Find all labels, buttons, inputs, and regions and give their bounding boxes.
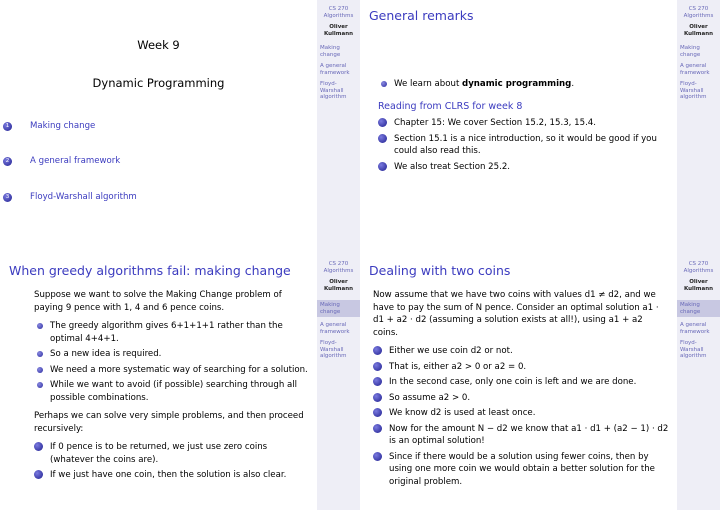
- slide-content: [378, 78, 670, 176]
- sidebar-nav-making-change[interactable]: Making change: [320, 45, 341, 58]
- sidebar-nav-floyd[interactable]: Floyd-Warshall algorithm: [680, 81, 707, 100]
- slide-heading: When greedy algorithms fail: making change: [9, 263, 291, 278]
- item-text: Now for the amount N − d2 we know that a1 · d1 + (a2 − 1) · d2 is an optimal solution!: [389, 423, 669, 446]
- item-ball-icon: [378, 162, 387, 171]
- numbered-item: [373, 407, 670, 420]
- item-ball-icon: [373, 424, 382, 433]
- item-text: If we just have one coin, then the solution is also clear.: [50, 470, 287, 480]
- sidebar: [317, 0, 360, 255]
- item-ball-icon: [373, 362, 382, 371]
- slide-title-page: [0, 0, 360, 255]
- item-text: So assume a2 > 0.: [389, 392, 471, 403]
- item-text: If 0 pence is to be returned, we just use zero coins (whatever the coins are).: [50, 442, 268, 465]
- sidebar-nav-making-change[interactable]: Making change: [677, 300, 720, 317]
- sidebar: [677, 0, 720, 255]
- slide-heading: General remarks: [369, 8, 474, 23]
- numbered-item: [373, 451, 670, 489]
- toc-label: A general framework: [30, 156, 121, 166]
- numbered-item: [373, 392, 670, 405]
- bullet-text: The greedy algorithm gives 6+1+1+1 rather than the optimal 4+4+1.: [50, 321, 283, 344]
- sidebar-author-last: Kullmann: [323, 285, 354, 292]
- item-ball-icon: [34, 470, 43, 479]
- item-text: That is, either a2 > 0 or a2 = 0.: [389, 361, 527, 372]
- numbered-item: [34, 441, 310, 466]
- intro-paragraph: Now assume that we have two coins with values d1 ≠ d2, and we have to pay the sum of N pence. Consider an optimal solution a1 · d1 + a2 · d2 (assuming a solution exists at all!), using a1 + a2 coins.: [373, 290, 659, 338]
- item-ball-icon: [378, 134, 387, 143]
- toc-label: Making change: [30, 121, 96, 131]
- item-text: Section 15.1 is a nice introduction, so it would be good if you could also read this.: [394, 133, 657, 156]
- slide-general-remarks: [360, 0, 720, 255]
- toc-label: Floyd-Warshall algorithm: [30, 192, 137, 202]
- toc-item-floyd-warshall[interactable]: [5, 192, 137, 202]
- bullet-item: [34, 348, 310, 361]
- numbered-item: [34, 469, 310, 482]
- toc-number: 3: [3, 193, 12, 202]
- sidebar-course-sub: Algorithms: [323, 12, 354, 19]
- item-text: In the second case, only one coin is left and we are done.: [389, 377, 637, 387]
- sidebar-course: CS 270: [688, 6, 709, 12]
- sidebar-author-first: Oliver: [689, 279, 708, 285]
- toc-number: 1: [3, 122, 12, 131]
- sidebar-nav-framework[interactable]: A general framework: [680, 63, 710, 76]
- lecture-title: Dynamic Programming: [92, 76, 225, 90]
- reading-subheading: Reading from CLRS for week 8: [378, 100, 523, 112]
- numbered-item: [373, 361, 670, 374]
- sidebar-author-last: Kullmann: [323, 30, 354, 37]
- toc-item-general-framework[interactable]: [5, 156, 121, 166]
- bullet-item: [34, 379, 310, 404]
- numbered-item: [378, 117, 670, 130]
- sidebar-nav-floyd[interactable]: Floyd-Warshall algorithm: [320, 81, 347, 100]
- item-text: We know d2 is used at least once.: [389, 408, 536, 418]
- numbered-item: [373, 376, 670, 389]
- bullet-dot-icon: [37, 367, 43, 373]
- bullet-dot-icon: [37, 351, 43, 357]
- slide-making-change: [0, 255, 360, 510]
- item-ball-icon: [373, 452, 382, 461]
- sidebar-nav-framework[interactable]: A general framework: [320, 63, 350, 76]
- sidebar-author-last: Kullmann: [683, 285, 714, 292]
- bullet-text: We learn about: [394, 79, 463, 89]
- bullet-item: [34, 364, 310, 377]
- sidebar-author-last: Kullmann: [683, 30, 714, 37]
- sidebar-course: CS 270: [328, 261, 349, 267]
- bullet-item: [34, 320, 310, 345]
- sidebar-course: CS 270: [328, 6, 349, 12]
- item-ball-icon: [373, 377, 382, 386]
- item-ball-icon: [373, 408, 382, 417]
- sidebar-author-first: Oliver: [689, 24, 708, 30]
- bullet-item: [378, 78, 670, 91]
- sidebar-nav-framework[interactable]: A general framework: [320, 322, 350, 335]
- item-ball-icon: [373, 346, 382, 355]
- bullet-text: So a new idea is required.: [50, 349, 162, 359]
- item-ball-icon: [373, 393, 382, 402]
- item-text: We also treat Section 25.2.: [394, 161, 511, 172]
- item-ball-icon: [378, 118, 387, 127]
- slide-heading: Dealing with two coins: [369, 263, 511, 278]
- recursion-paragraph: Perhaps we can solve very simple problems, and then proceed recursively:: [34, 411, 304, 434]
- sidebar-author-first: Oliver: [329, 279, 348, 285]
- sidebar-nav-making-change[interactable]: Making change: [680, 45, 701, 58]
- sidebar-nav-making-change[interactable]: Making change: [317, 300, 360, 317]
- slide-content: [373, 289, 670, 491]
- slide-content: [34, 289, 310, 485]
- bullet-bold-text: dynamic programming: [462, 79, 572, 89]
- sidebar-nav-framework[interactable]: A general framework: [680, 322, 710, 335]
- sidebar-course-sub: Algorithms: [683, 12, 714, 19]
- item-text: Since if there would be a solution using fewer coins, then by using one more coin we would obtain a better solution for the original problem.: [389, 451, 655, 487]
- bullet-text: We need a more systematic way of searching for a solution.: [50, 364, 308, 375]
- item-text: Either we use coin d2 or not.: [389, 346, 513, 356]
- numbered-item: [373, 345, 670, 358]
- sidebar-author-first: Oliver: [329, 24, 348, 30]
- bullet-dot-icon: [37, 382, 43, 388]
- sidebar: [317, 255, 360, 510]
- intro-paragraph: Suppose we want to solve the Making Change problem of paying 9 pence with 1, 4 and 6 pence coins.: [34, 290, 282, 313]
- toc-item-making-change[interactable]: [5, 121, 96, 131]
- bullet-dot-icon: [381, 81, 387, 87]
- item-ball-icon: [34, 442, 43, 451]
- sidebar-course-sub: Algorithms: [323, 267, 354, 274]
- sidebar-course: CS 270: [688, 261, 709, 267]
- sidebar-nav-floyd[interactable]: Floyd-Warshall algorithm: [320, 340, 347, 359]
- numbered-item: [378, 133, 670, 158]
- bullet-text-end: .: [571, 79, 575, 89]
- sidebar-nav-floyd[interactable]: Floyd-Warshall algorithm: [680, 340, 707, 359]
- bullet-text: While we want to avoid (if possible) searching through all possible combinations.: [50, 380, 298, 403]
- sidebar: [677, 255, 720, 510]
- toc-number: 2: [3, 157, 12, 166]
- bullet-dot-icon: [37, 323, 43, 329]
- week-label: Week 9: [137, 38, 180, 52]
- numbered-item: [373, 423, 670, 448]
- numbered-item: [378, 161, 670, 174]
- item-text: Chapter 15: We cover Section 15.2, 15.3, 15.4.: [394, 118, 597, 128]
- slide-two-coins: [360, 255, 720, 510]
- sidebar-course-sub: Algorithms: [683, 267, 714, 274]
